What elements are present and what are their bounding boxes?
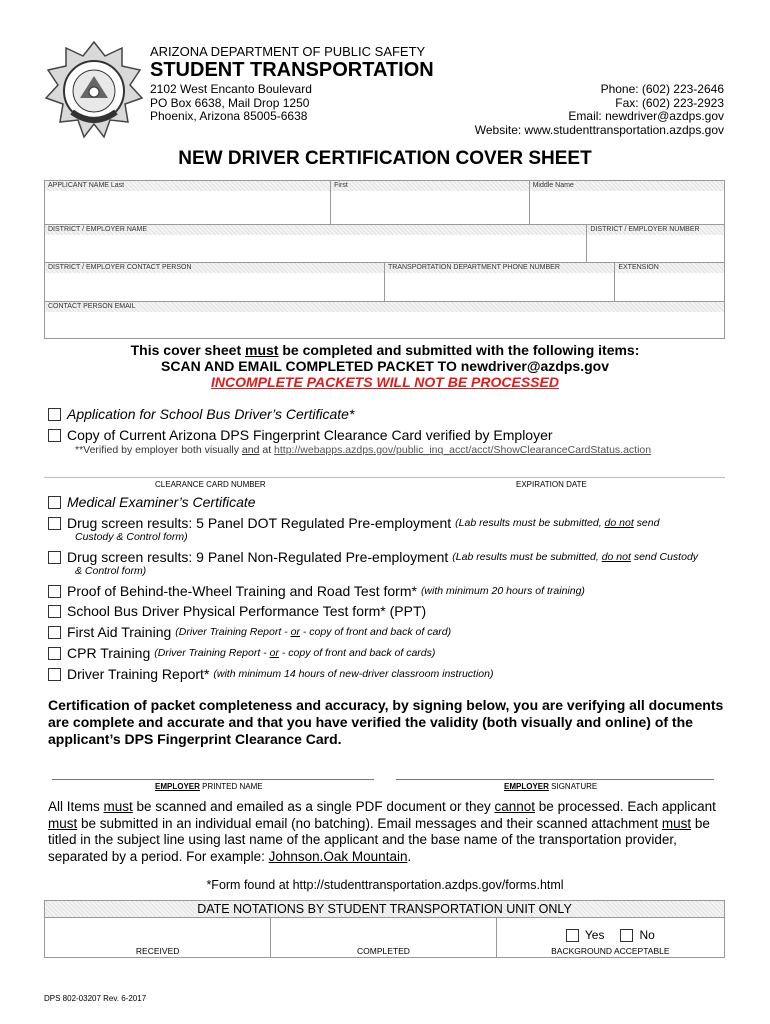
contact-email-cell <box>45 302 724 338</box>
phone: Phone: (602) 223-2646 <box>600 82 724 96</box>
extension-cell <box>615 263 724 301</box>
note-text: - copy of front and back of cards) <box>278 647 436 659</box>
verify-and: and <box>241 444 260 456</box>
background-cell <box>497 918 724 957</box>
check-item-fingerprint <box>48 427 553 443</box>
note-text: (Driver Training Report - <box>154 647 270 659</box>
department-name: STUDENT TRANSPORTATION <box>150 59 434 81</box>
no-option <box>620 928 654 942</box>
signature-label <box>504 782 597 791</box>
form-number-footer: DPS 802-03207 Rev. 6-2017 <box>44 994 147 1003</box>
submission-instructions <box>48 799 738 865</box>
btw-label: Proof of Behind-the-Wheel Training and Road Test form* <box>67 583 417 599</box>
first-name-cell <box>331 181 529 224</box>
employer-name-label: DISTRICT / EMPLOYER NAME <box>45 225 586 235</box>
application-checkbox[interactable] <box>48 408 61 421</box>
received-cell[interactable] <box>45 918 271 957</box>
check-item-drug9 <box>48 549 698 565</box>
address-line: PO Box 6638, Mail Drop 1250 <box>150 95 310 110</box>
email: Email: newdriver@azdps.gov <box>568 109 724 123</box>
note-text: (Lab results must be submitted, <box>455 517 605 529</box>
para-text: be processed. Each applicant <box>535 799 716 814</box>
para-example: Johnson.Oak Mountain <box>268 848 408 864</box>
cpr-note <box>154 647 435 659</box>
drug9-note <box>452 551 698 563</box>
date-notations-row <box>45 918 724 957</box>
clearance-line <box>44 477 725 478</box>
note-text: send Custody <box>630 551 699 563</box>
note-text: send <box>633 517 660 529</box>
employer-number-input[interactable] <box>587 235 724 262</box>
extension-label: EXTENSION <box>615 263 724 273</box>
employer-name-input[interactable] <box>45 235 586 262</box>
para-must: must <box>661 815 692 831</box>
name-row <box>45 181 724 225</box>
drug5-checkbox[interactable] <box>48 517 61 530</box>
contact-row <box>45 263 724 302</box>
employer-row <box>45 225 724 263</box>
note-or: or <box>269 647 279 659</box>
para-text: be submitted in an individual email (no batching). Email messages and their scanned attachment <box>77 815 662 831</box>
dtr-note: (with minimum 14 hours of new-driver classroom instruction) <box>213 668 494 680</box>
middle-name-cell <box>530 181 724 224</box>
received-label: RECEIVED <box>135 946 180 956</box>
contact-person-cell <box>45 263 385 301</box>
website: Website: www.studenttransportation.azdps.gov <box>474 122 724 137</box>
instruction-text: This cover sheet <box>130 342 246 358</box>
no-checkbox[interactable] <box>620 929 633 942</box>
address-line: 2102 West Encanto Boulevard <box>150 82 312 96</box>
check-item-drug5 <box>48 515 659 531</box>
drug5-label: Drug screen results: 5 Panel DOT Regulated Pre-employment <box>67 515 452 531</box>
date-notations-header: DATE NOTATIONS BY STUDENT TRANSPORTATION UNIT ONLY <box>45 901 724 918</box>
printed-name-label <box>155 782 263 791</box>
para-must: must <box>48 815 78 831</box>
fax: Fax: (602) 223-2923 <box>615 95 724 110</box>
yes-label: Yes <box>584 928 605 942</box>
check-item-btw <box>48 583 585 599</box>
last-name-cell <box>45 181 331 224</box>
address-line: Phoenix, Arizona 85005-6638 <box>150 109 308 123</box>
instruction-must: must <box>245 342 279 358</box>
printed-name-text: PRINTED NAME <box>199 782 263 791</box>
employer-number-label: DISTRICT / EMPLOYER NUMBER <box>587 225 724 235</box>
contact-email-label: CONTACT PERSON EMAIL <box>45 302 724 312</box>
note-text: (Driver Training Report - <box>175 626 291 638</box>
instruction-line-1 <box>0 342 770 358</box>
completed-cell[interactable] <box>271 918 496 957</box>
signature-text: SIGNATURE <box>548 782 598 791</box>
date-notations-table <box>44 900 725 958</box>
no-label: No <box>639 928 655 942</box>
dtr-checkbox[interactable] <box>48 668 61 681</box>
drug9-label: Drug screen results: 9 Panel Non-Regulated Pre-employment <box>67 549 449 565</box>
firstaid-label: First Aid Training <box>67 624 172 640</box>
certification-statement <box>48 697 728 748</box>
trans-phone-input[interactable] <box>385 273 614 301</box>
last-name-label: APPLICANT NAME Last <box>45 181 330 191</box>
cpr-label: CPR Training <box>67 645 151 661</box>
btw-checkbox[interactable] <box>48 585 61 598</box>
physical-checkbox[interactable] <box>48 605 61 618</box>
middle-name-label: Middle Name <box>530 181 724 191</box>
fingerprint-label: Copy of Current Arizona DPS Fingerprint Clearance Card verified by Employer <box>67 427 553 443</box>
check-item-cpr <box>48 645 435 661</box>
contact-person-input[interactable] <box>45 273 384 301</box>
verification-note <box>75 444 651 456</box>
para-cannot: cannot <box>494 799 536 814</box>
form-title: NEW DRIVER CERTIFICATION COVER SHEET <box>178 148 592 169</box>
fingerprint-checkbox[interactable] <box>48 429 61 442</box>
mailing-address <box>150 83 312 124</box>
employer-word: EMPLOYER <box>155 782 200 791</box>
drug5-note-cont: Custody & Control form) <box>75 531 188 543</box>
yes-checkbox[interactable] <box>566 929 579 942</box>
instruction-line-2: SCAN AND EMAIL COMPLETED PACKET TO newdriver@azdps.gov <box>161 358 609 374</box>
medical-label: Medical Examiner’s Certificate <box>67 494 256 510</box>
certification-text: Certification of packet completeness and accuracy, by signing below, you are verifying all documents are complete and accurate and that you have verified the validity (both visually and online) of the applicant’s DPS Fingerprint Clearance Card <box>48 697 724 747</box>
dps-seal-logo <box>44 40 144 142</box>
first-name-input[interactable] <box>331 191 528 224</box>
medical-checkbox[interactable] <box>48 496 61 509</box>
para-text: be titled in the subject line using last name of the applicant and the base name of the transportation provider, separated by a period. For example: <box>48 815 710 864</box>
expiration-date-label: EXPIRATION DATE <box>516 480 587 489</box>
first-name-label: First <box>331 181 528 191</box>
firstaid-checkbox[interactable] <box>48 626 61 639</box>
clearance-number-label: CLEARANCE CARD NUMBER <box>155 480 266 489</box>
org-name: ARIZONA DEPARTMENT OF PUBLIC SAFETY <box>150 44 426 59</box>
applicant-info-grid <box>44 180 725 339</box>
drug9-note-cont: & Control form) <box>75 565 147 577</box>
note-text: - copy of front and back of card) <box>299 626 452 638</box>
note-or: or <box>290 626 300 638</box>
dtr-label: Driver Training Report* <box>67 666 210 682</box>
btw-note: (with minimum 20 hours of training) <box>420 585 585 597</box>
contact-info <box>475 83 724 137</box>
certification-end: . <box>337 731 342 747</box>
para-must: must <box>103 799 133 814</box>
printed-name-line[interactable] <box>52 779 374 780</box>
middle-name-input[interactable] <box>530 191 724 224</box>
background-options <box>497 928 724 942</box>
check-item-application <box>48 406 354 422</box>
check-item-medical <box>48 494 256 510</box>
application-label: Application for School Bus Driver’s Certificate* <box>67 406 355 422</box>
check-item-firstaid <box>48 624 451 640</box>
para-text: . <box>407 848 412 864</box>
signature-line[interactable] <box>396 779 714 780</box>
verify-text: at <box>259 444 275 456</box>
contact-person-label: DISTRICT / EMPLOYER CONTACT PERSON <box>45 263 384 273</box>
email-row <box>45 302 724 338</box>
employer-name-cell <box>45 225 587 262</box>
last-name-input[interactable] <box>45 191 330 224</box>
para-text: be scanned and emailed as a single PDF document or they <box>132 799 495 814</box>
drug5-note <box>455 517 659 529</box>
cpr-checkbox[interactable] <box>48 647 61 660</box>
completed-label: COMPLETED <box>357 946 410 956</box>
yes-option <box>566 928 605 942</box>
physical-label: School Bus Driver Physical Performance Test form* (PPT) <box>67 603 427 619</box>
note-do-not: do not <box>601 551 631 563</box>
clearance-status-link[interactable]: http://webapps.azdps.gov/public_inq_acct/acct/ShowClearanceCardStatus.action <box>274 444 652 456</box>
para-text: All Items <box>48 799 104 814</box>
trans-phone-label: TRANSPORTATION DEPARTMENT PHONE NUMBER <box>385 263 614 273</box>
instruction-text: be completed and submitted with the following items: <box>278 342 640 358</box>
incomplete-warning: INCOMPLETE PACKETS WILL NOT BE PROCESSED <box>211 374 559 390</box>
contact-email-input[interactable] <box>45 312 724 338</box>
employer-word: EMPLOYER <box>504 782 549 791</box>
form-location-note: *Form found at http://studenttransportation.azdps.gov/forms.html <box>206 878 564 892</box>
check-item-dtr <box>48 666 493 682</box>
note-do-not: do not <box>604 517 634 529</box>
verify-text: **Verified by employer both visually <box>75 444 242 456</box>
trans-phone-cell <box>385 263 615 301</box>
background-label: BACKGROUND ACCEPTABLE <box>551 946 670 956</box>
extension-input[interactable] <box>615 273 724 301</box>
employer-number-cell <box>587 225 724 262</box>
drug9-checkbox[interactable] <box>48 551 61 564</box>
firstaid-note <box>175 626 451 638</box>
note-text: (Lab results must be submitted, <box>452 551 602 563</box>
check-item-physical <box>48 603 426 619</box>
